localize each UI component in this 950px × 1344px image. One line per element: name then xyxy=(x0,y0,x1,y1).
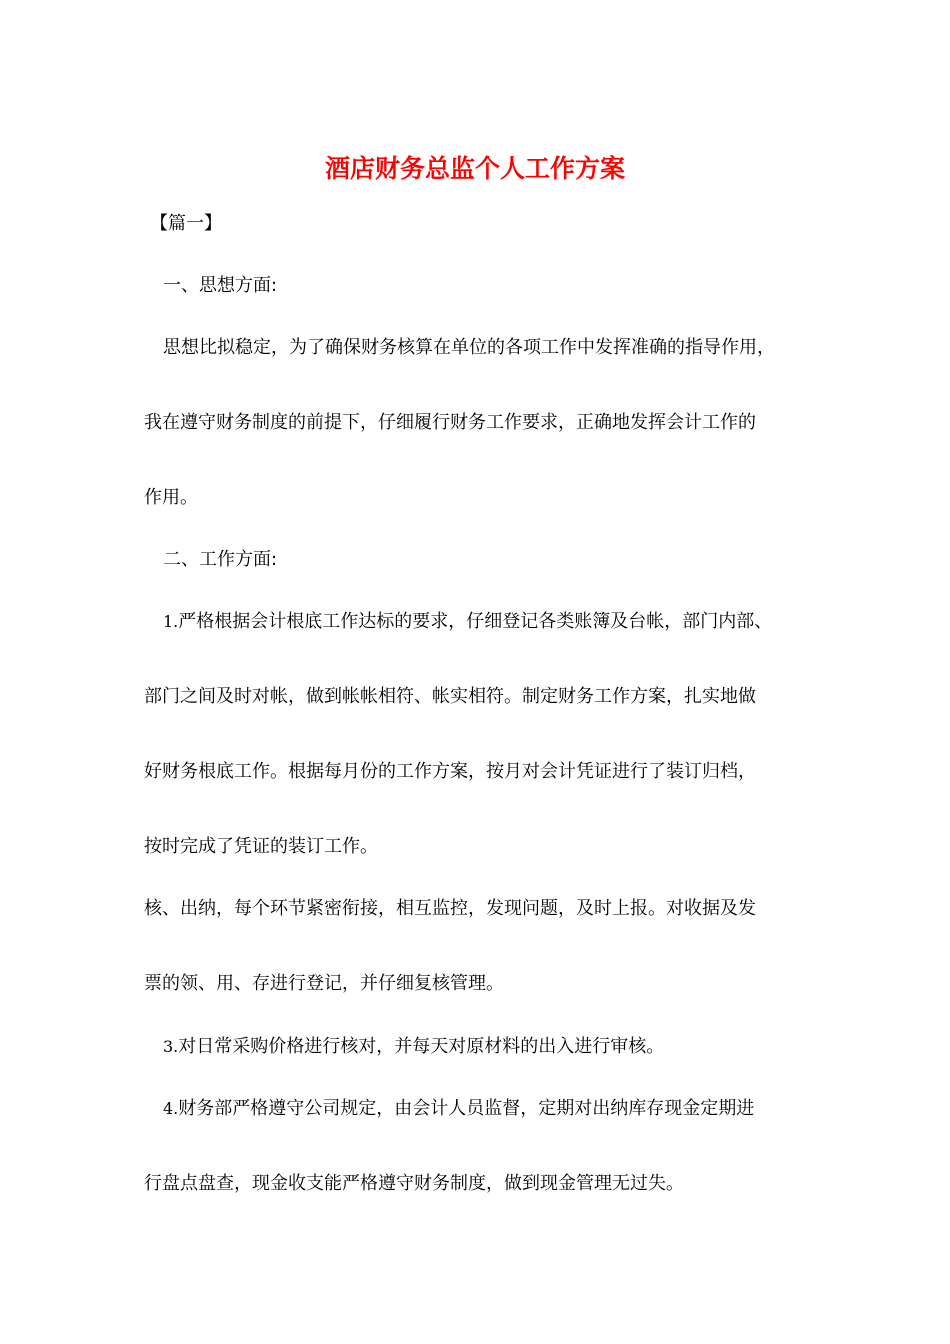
heading-work: 二、工作方面: xyxy=(163,549,278,570)
paragraph-thought-line-2: 我在遵守财务制度的前提下，仔细履行财务工作要求，正确地发挥会计工作的 xyxy=(144,412,756,433)
paragraph-thought-line-3: 作用。 xyxy=(144,487,198,508)
paragraph-thought-line-1: 思想比拟稳定，为了确保财务核算在单位的各项工作中发挥准确的指导作用， xyxy=(163,337,775,358)
heading-thought: 一、思想方面: xyxy=(163,275,278,296)
item-1-line-3: 好财务根底工作。根据每月份的工作方案，按月对会计凭证进行了装订归档， xyxy=(144,761,756,782)
item-4-number: 4. xyxy=(163,1099,179,1118)
item-4-text: 财务部严格遵守公司规定，由会计人员监督，定期对出纳库存现金定期进 xyxy=(178,1098,755,1119)
document-title: 酒店财务总监个人工作方案 xyxy=(324,154,625,183)
section-label: 【篇一】 xyxy=(150,213,222,234)
item-3-text: 对日常采购价格进行核对，并每天对原材料的出入进行审核。 xyxy=(178,1036,665,1057)
item-4-line-1 xyxy=(163,1095,754,1123)
fragment-line-2: 票的领、用、存进行登记，并仔细复核管理。 xyxy=(144,973,504,994)
fragment-line-1: 核、出纳，每个环节紧密衔接，相互监控，发现问题，及时上报。对收据及发 xyxy=(144,898,756,919)
item-1-line-1 xyxy=(163,608,772,636)
item-1-number: 1. xyxy=(163,612,179,631)
item-3-line-1 xyxy=(163,1033,664,1061)
item-1-text: 严格根据会计根底工作达标的要求，仔细登记各类账簿及台帐，部门内部、 xyxy=(178,611,773,632)
item-4-line-2: 行盘点盘查，现金收支能严格遵守财务制度，做到现金管理无过失。 xyxy=(144,1173,684,1194)
item-1-line-2: 部门之间及时对帐，做到帐帐相符、帐实相符。制定财务工作方案，扎实地做 xyxy=(144,686,756,707)
item-3-number: 3. xyxy=(163,1037,179,1056)
item-1-line-4: 按时完成了凭证的装订工作。 xyxy=(144,836,378,857)
